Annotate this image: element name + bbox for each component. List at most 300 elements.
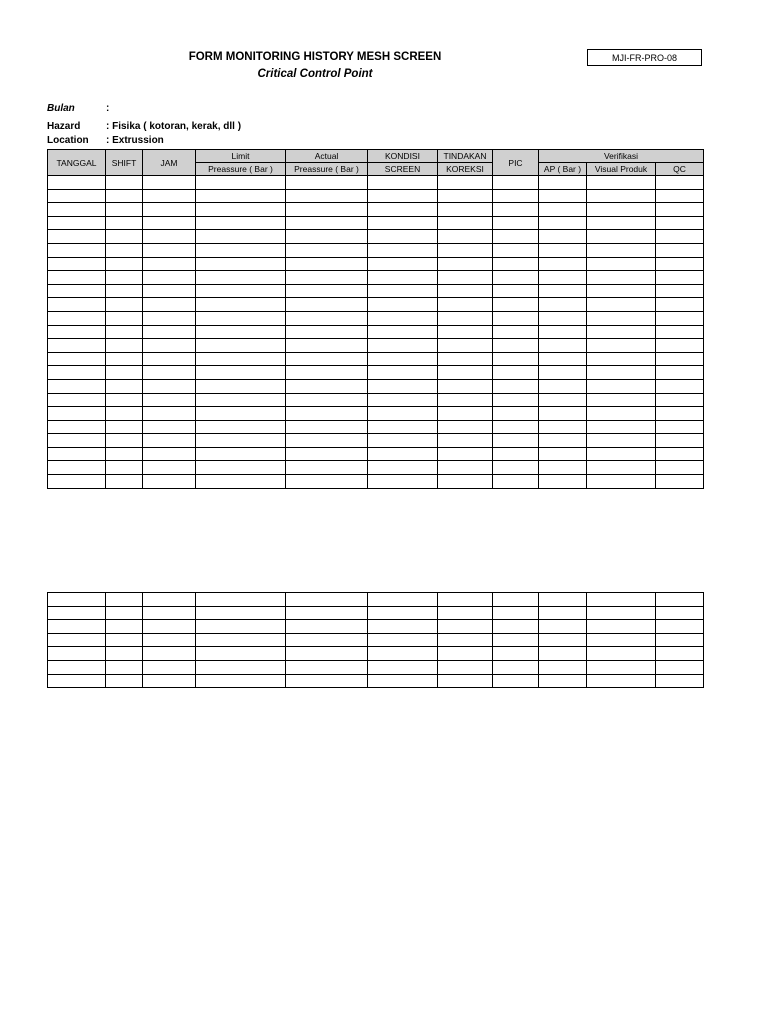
table-cell[interactable] (48, 230, 106, 244)
table-cell[interactable] (656, 366, 704, 380)
table-cell[interactable] (196, 620, 286, 634)
table-cell[interactable] (196, 243, 286, 257)
table-cell[interactable] (106, 660, 143, 674)
table-cell[interactable] (143, 176, 196, 190)
table-cell[interactable] (48, 379, 106, 393)
table-cell[interactable] (286, 339, 368, 353)
table-cell[interactable] (196, 189, 286, 203)
table-cell[interactable] (368, 633, 438, 647)
table-cell[interactable] (368, 620, 438, 634)
table-cell[interactable] (493, 325, 539, 339)
table-cell[interactable] (368, 325, 438, 339)
table-cell[interactable] (587, 176, 656, 190)
table-cell[interactable] (656, 660, 704, 674)
table-cell[interactable] (106, 407, 143, 421)
table-cell[interactable] (539, 393, 587, 407)
table-cell[interactable] (438, 647, 493, 661)
table-cell[interactable] (656, 593, 704, 607)
table-cell[interactable] (493, 176, 539, 190)
table-cell[interactable] (143, 311, 196, 325)
table-cell[interactable] (196, 407, 286, 421)
table-cell[interactable] (539, 271, 587, 285)
table-cell[interactable] (438, 366, 493, 380)
table-cell[interactable] (106, 189, 143, 203)
table-cell[interactable] (493, 189, 539, 203)
table-cell[interactable] (106, 593, 143, 607)
table-cell[interactable] (196, 593, 286, 607)
table-cell[interactable] (493, 434, 539, 448)
table-cell[interactable] (106, 203, 143, 217)
table-cell[interactable] (656, 633, 704, 647)
table-cell[interactable] (143, 461, 196, 475)
table-cell[interactable] (587, 298, 656, 312)
table-cell[interactable] (196, 176, 286, 190)
table-cell[interactable] (286, 284, 368, 298)
table-cell[interactable] (286, 447, 368, 461)
table-cell[interactable] (539, 203, 587, 217)
table-cell[interactable] (106, 284, 143, 298)
table-cell[interactable] (587, 230, 656, 244)
table-cell[interactable] (106, 298, 143, 312)
table-cell[interactable] (286, 407, 368, 421)
table-cell[interactable] (196, 271, 286, 285)
table-cell[interactable] (368, 647, 438, 661)
table-cell[interactable] (656, 352, 704, 366)
table-cell[interactable] (368, 461, 438, 475)
table-cell[interactable] (286, 311, 368, 325)
table-cell[interactable] (368, 189, 438, 203)
table-cell[interactable] (48, 203, 106, 217)
table-cell[interactable] (539, 620, 587, 634)
table-cell[interactable] (106, 311, 143, 325)
table-cell[interactable] (587, 407, 656, 421)
table-cell[interactable] (106, 243, 143, 257)
table-cell[interactable] (438, 189, 493, 203)
table-cell[interactable] (143, 660, 196, 674)
table-cell[interactable] (493, 271, 539, 285)
table-cell[interactable] (143, 407, 196, 421)
table-cell[interactable] (286, 189, 368, 203)
table-cell[interactable] (656, 284, 704, 298)
table-cell[interactable] (587, 434, 656, 448)
table-cell[interactable] (656, 420, 704, 434)
table-cell[interactable] (587, 366, 656, 380)
table-cell[interactable] (143, 325, 196, 339)
table-cell[interactable] (368, 339, 438, 353)
table-cell[interactable] (438, 461, 493, 475)
table-cell[interactable] (286, 393, 368, 407)
table-cell[interactable] (143, 633, 196, 647)
table-cell[interactable] (368, 298, 438, 312)
table-cell[interactable] (143, 352, 196, 366)
table-cell[interactable] (656, 475, 704, 489)
table-cell[interactable] (48, 393, 106, 407)
table-cell[interactable] (438, 352, 493, 366)
table-cell[interactable] (143, 230, 196, 244)
table-cell[interactable] (196, 311, 286, 325)
table-cell[interactable] (286, 325, 368, 339)
table-cell[interactable] (587, 339, 656, 353)
table-cell[interactable] (539, 633, 587, 647)
table-cell[interactable] (196, 379, 286, 393)
table-cell[interactable] (493, 339, 539, 353)
table-cell[interactable] (539, 660, 587, 674)
table-cell[interactable] (438, 284, 493, 298)
table-cell[interactable] (587, 325, 656, 339)
table-cell[interactable] (368, 216, 438, 230)
table-cell[interactable] (143, 189, 196, 203)
table-cell[interactable] (587, 203, 656, 217)
table-cell[interactable] (493, 352, 539, 366)
table-cell[interactable] (368, 203, 438, 217)
table-cell[interactable] (286, 475, 368, 489)
table-cell[interactable] (143, 447, 196, 461)
table-cell[interactable] (106, 461, 143, 475)
table-cell[interactable] (368, 271, 438, 285)
table-cell[interactable] (438, 230, 493, 244)
table-cell[interactable] (368, 447, 438, 461)
table-cell[interactable] (106, 325, 143, 339)
table-cell[interactable] (493, 257, 539, 271)
table-cell[interactable] (106, 257, 143, 271)
table-cell[interactable] (656, 461, 704, 475)
table-cell[interactable] (143, 420, 196, 434)
table-cell[interactable] (493, 447, 539, 461)
table-cell[interactable] (196, 447, 286, 461)
table-cell[interactable] (48, 660, 106, 674)
table-cell[interactable] (438, 475, 493, 489)
table-cell[interactable] (48, 475, 106, 489)
table-cell[interactable] (106, 620, 143, 634)
table-cell[interactable] (368, 176, 438, 190)
table-cell[interactable] (286, 379, 368, 393)
table-cell[interactable] (587, 620, 656, 634)
table-cell[interactable] (656, 606, 704, 620)
table-cell[interactable] (48, 620, 106, 634)
table-cell[interactable] (286, 593, 368, 607)
table-cell[interactable] (368, 352, 438, 366)
table-cell[interactable] (539, 298, 587, 312)
table-cell[interactable] (656, 257, 704, 271)
table-cell[interactable] (493, 203, 539, 217)
table-cell[interactable] (539, 284, 587, 298)
table-cell[interactable] (143, 271, 196, 285)
table-cell[interactable] (587, 647, 656, 661)
table-cell[interactable] (48, 674, 106, 688)
table-cell[interactable] (196, 203, 286, 217)
table-cell[interactable] (368, 660, 438, 674)
table-cell[interactable] (143, 339, 196, 353)
table-cell[interactable] (438, 620, 493, 634)
table-cell[interactable] (539, 606, 587, 620)
table-cell[interactable] (48, 434, 106, 448)
table-cell[interactable] (106, 606, 143, 620)
table-cell[interactable] (368, 475, 438, 489)
table-cell[interactable] (587, 674, 656, 688)
table-cell[interactable] (587, 660, 656, 674)
table-cell[interactable] (539, 461, 587, 475)
table-cell[interactable] (286, 674, 368, 688)
table-cell[interactable] (368, 311, 438, 325)
table-cell[interactable] (143, 593, 196, 607)
table-cell[interactable] (286, 203, 368, 217)
table-cell[interactable] (587, 393, 656, 407)
table-cell[interactable] (438, 257, 493, 271)
table-cell[interactable] (438, 379, 493, 393)
table-cell[interactable] (539, 311, 587, 325)
table-cell[interactable] (368, 674, 438, 688)
table-cell[interactable] (438, 216, 493, 230)
table-cell[interactable] (587, 606, 656, 620)
table-cell[interactable] (106, 352, 143, 366)
table-cell[interactable] (368, 366, 438, 380)
table-cell[interactable] (493, 660, 539, 674)
table-cell[interactable] (286, 176, 368, 190)
table-cell[interactable] (106, 271, 143, 285)
table-cell[interactable] (493, 366, 539, 380)
table-cell[interactable] (368, 606, 438, 620)
table-cell[interactable] (286, 606, 368, 620)
table-cell[interactable] (493, 593, 539, 607)
table-cell[interactable] (48, 325, 106, 339)
table-cell[interactable] (656, 447, 704, 461)
table-cell[interactable] (48, 352, 106, 366)
table-cell[interactable] (196, 284, 286, 298)
table-cell[interactable] (106, 647, 143, 661)
table-cell[interactable] (286, 434, 368, 448)
table-cell[interactable] (656, 230, 704, 244)
table-cell[interactable] (539, 420, 587, 434)
table-cell[interactable] (539, 339, 587, 353)
table-cell[interactable] (438, 271, 493, 285)
table-cell[interactable] (143, 393, 196, 407)
table-cell[interactable] (539, 434, 587, 448)
table-cell[interactable] (493, 633, 539, 647)
table-cell[interactable] (656, 434, 704, 448)
table-cell[interactable] (587, 189, 656, 203)
table-cell[interactable] (656, 216, 704, 230)
table-cell[interactable] (196, 475, 286, 489)
table-cell[interactable] (143, 620, 196, 634)
table-cell[interactable] (587, 352, 656, 366)
table-cell[interactable] (286, 420, 368, 434)
table-cell[interactable] (196, 216, 286, 230)
table-cell[interactable] (656, 393, 704, 407)
table-cell[interactable] (143, 475, 196, 489)
table-cell[interactable] (656, 620, 704, 634)
table-cell[interactable] (587, 284, 656, 298)
table-cell[interactable] (493, 606, 539, 620)
table-cell[interactable] (493, 243, 539, 257)
table-cell[interactable] (196, 366, 286, 380)
table-cell[interactable] (143, 203, 196, 217)
table-cell[interactable] (656, 203, 704, 217)
table-cell[interactable] (368, 407, 438, 421)
table-cell[interactable] (48, 606, 106, 620)
table-cell[interactable] (143, 379, 196, 393)
table-cell[interactable] (656, 407, 704, 421)
table-cell[interactable] (196, 230, 286, 244)
table-cell[interactable] (587, 461, 656, 475)
table-cell[interactable] (539, 407, 587, 421)
table-cell[interactable] (196, 393, 286, 407)
table-cell[interactable] (438, 203, 493, 217)
table-cell[interactable] (587, 271, 656, 285)
table-cell[interactable] (48, 647, 106, 661)
table-cell[interactable] (106, 434, 143, 448)
table-cell[interactable] (539, 243, 587, 257)
table-cell[interactable] (106, 475, 143, 489)
table-cell[interactable] (438, 311, 493, 325)
table-cell[interactable] (143, 298, 196, 312)
table-cell[interactable] (539, 379, 587, 393)
table-cell[interactable] (587, 257, 656, 271)
table-cell[interactable] (286, 216, 368, 230)
table-cell[interactable] (368, 284, 438, 298)
table-cell[interactable] (106, 339, 143, 353)
table-cell[interactable] (48, 243, 106, 257)
table-cell[interactable] (587, 475, 656, 489)
table-cell[interactable] (438, 176, 493, 190)
table-cell[interactable] (587, 379, 656, 393)
table-cell[interactable] (48, 633, 106, 647)
table-cell[interactable] (368, 420, 438, 434)
table-cell[interactable] (286, 660, 368, 674)
table-cell[interactable] (438, 407, 493, 421)
table-cell[interactable] (196, 339, 286, 353)
table-cell[interactable] (539, 216, 587, 230)
table-cell[interactable] (656, 311, 704, 325)
table-cell[interactable] (196, 420, 286, 434)
table-cell[interactable] (493, 461, 539, 475)
table-cell[interactable] (539, 352, 587, 366)
table-cell[interactable] (587, 216, 656, 230)
table-cell[interactable] (539, 325, 587, 339)
table-cell[interactable] (48, 257, 106, 271)
table-cell[interactable] (286, 633, 368, 647)
table-cell[interactable] (493, 393, 539, 407)
table-cell[interactable] (438, 434, 493, 448)
table-cell[interactable] (368, 230, 438, 244)
table-cell[interactable] (493, 475, 539, 489)
table-cell[interactable] (48, 176, 106, 190)
table-cell[interactable] (196, 633, 286, 647)
table-cell[interactable] (656, 176, 704, 190)
table-cell[interactable] (286, 647, 368, 661)
table-cell[interactable] (106, 366, 143, 380)
table-cell[interactable] (493, 311, 539, 325)
table-cell[interactable] (539, 674, 587, 688)
table-cell[interactable] (286, 257, 368, 271)
table-cell[interactable] (539, 230, 587, 244)
table-cell[interactable] (656, 271, 704, 285)
table-cell[interactable] (48, 339, 106, 353)
table-cell[interactable] (656, 189, 704, 203)
table-cell[interactable] (539, 189, 587, 203)
table-cell[interactable] (438, 298, 493, 312)
table-cell[interactable] (587, 243, 656, 257)
table-cell[interactable] (48, 461, 106, 475)
table-cell[interactable] (539, 593, 587, 607)
table-cell[interactable] (587, 311, 656, 325)
table-cell[interactable] (493, 674, 539, 688)
table-cell[interactable] (587, 633, 656, 647)
table-cell[interactable] (493, 407, 539, 421)
table-cell[interactable] (106, 447, 143, 461)
table-cell[interactable] (286, 271, 368, 285)
table-cell[interactable] (48, 311, 106, 325)
table-cell[interactable] (143, 243, 196, 257)
table-cell[interactable] (656, 243, 704, 257)
table-cell[interactable] (587, 447, 656, 461)
table-cell[interactable] (493, 284, 539, 298)
table-cell[interactable] (438, 325, 493, 339)
table-cell[interactable] (106, 216, 143, 230)
table-cell[interactable] (656, 674, 704, 688)
table-cell[interactable] (286, 230, 368, 244)
table-cell[interactable] (196, 647, 286, 661)
table-cell[interactable] (656, 339, 704, 353)
table-cell[interactable] (656, 379, 704, 393)
table-cell[interactable] (493, 298, 539, 312)
table-cell[interactable] (438, 393, 493, 407)
table-cell[interactable] (196, 298, 286, 312)
table-cell[interactable] (438, 447, 493, 461)
table-cell[interactable] (196, 606, 286, 620)
table-cell[interactable] (48, 593, 106, 607)
table-cell[interactable] (493, 230, 539, 244)
table-cell[interactable] (656, 325, 704, 339)
table-cell[interactable] (196, 461, 286, 475)
table-cell[interactable] (539, 366, 587, 380)
table-cell[interactable] (48, 271, 106, 285)
table-cell[interactable] (106, 420, 143, 434)
table-cell[interactable] (438, 420, 493, 434)
table-cell[interactable] (539, 257, 587, 271)
table-cell[interactable] (143, 674, 196, 688)
table-cell[interactable] (48, 189, 106, 203)
table-cell[interactable] (106, 393, 143, 407)
table-cell[interactable] (438, 606, 493, 620)
table-cell[interactable] (493, 647, 539, 661)
table-cell[interactable] (587, 420, 656, 434)
table-cell[interactable] (493, 379, 539, 393)
table-cell[interactable] (368, 257, 438, 271)
table-cell[interactable] (438, 674, 493, 688)
table-cell[interactable] (539, 475, 587, 489)
table-cell[interactable] (106, 674, 143, 688)
table-cell[interactable] (368, 593, 438, 607)
table-cell[interactable] (368, 243, 438, 257)
table-cell[interactable] (106, 230, 143, 244)
table-cell[interactable] (106, 379, 143, 393)
table-cell[interactable] (48, 216, 106, 230)
table-cell[interactable] (493, 216, 539, 230)
table-cell[interactable] (286, 366, 368, 380)
table-cell[interactable] (196, 352, 286, 366)
table-cell[interactable] (48, 407, 106, 421)
table-cell[interactable] (48, 447, 106, 461)
table-cell[interactable] (106, 633, 143, 647)
table-cell[interactable] (143, 606, 196, 620)
table-cell[interactable] (539, 176, 587, 190)
table-cell[interactable] (656, 647, 704, 661)
table-cell[interactable] (438, 243, 493, 257)
table-cell[interactable] (143, 647, 196, 661)
table-cell[interactable] (438, 339, 493, 353)
table-cell[interactable] (438, 660, 493, 674)
table-cell[interactable] (539, 647, 587, 661)
